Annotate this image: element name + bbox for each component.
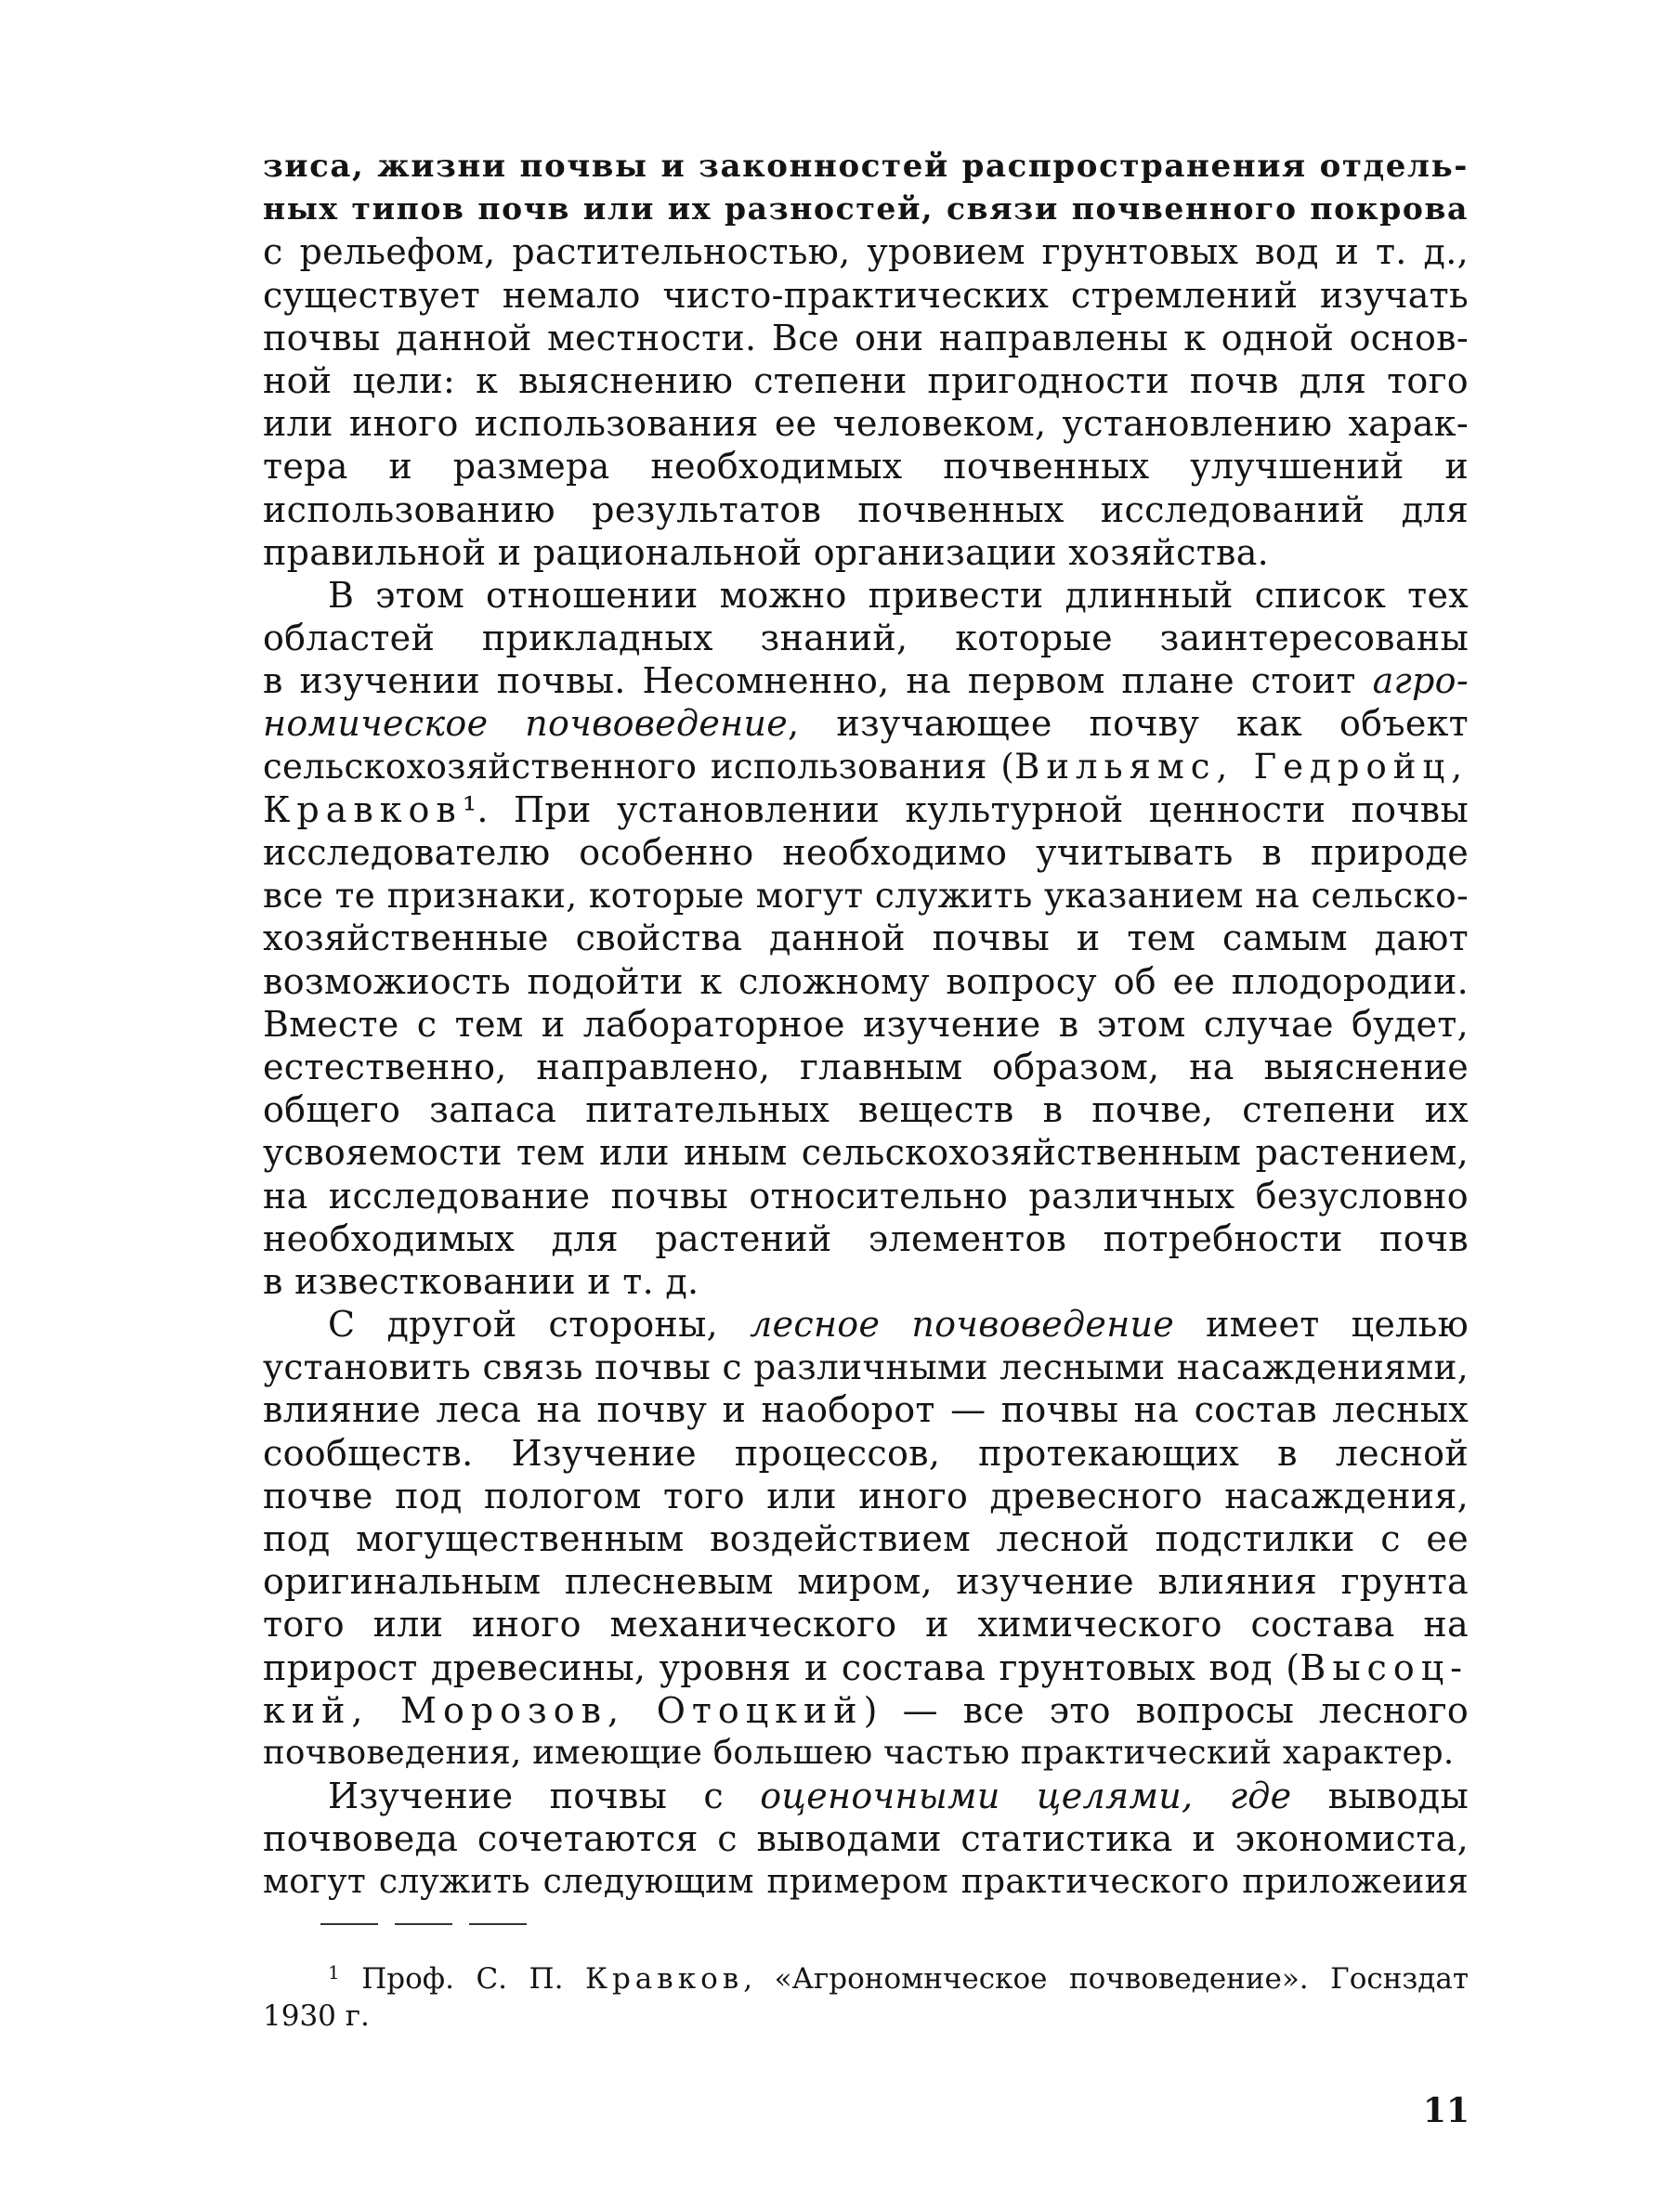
italic-term: номическое почвоведение <box>263 703 789 745</box>
text-line <box>263 1646 1469 1689</box>
author-names: кий, Морозов, Отоцкий <box>263 1689 864 1731</box>
text-line: почве под пологом того или иного древесного насаждения, <box>263 1475 1469 1516</box>
text-run: , «Агрономнческое почвоведение». Госнздат <box>743 1962 1470 1996</box>
text-line: правильной и рациональной организации хозяйства. <box>263 531 1270 573</box>
text-line: на исследование почвы относительно различных безусловно <box>263 1175 1469 1217</box>
italic-term: агро- <box>1372 660 1469 702</box>
text-line: необходимых для растений элементов потребности почв <box>263 1217 1469 1259</box>
footnote-line: 1930 г. <box>263 1999 370 2033</box>
main-text <box>263 145 1469 1904</box>
text-line <box>263 1689 1469 1732</box>
text-line: или иного использования ее человеком, установлению харак- <box>263 403 1469 445</box>
author-names: Вильямс, Гедройц, <box>1014 746 1469 787</box>
text-run: С другой стороны, <box>328 1304 751 1346</box>
separator-dash <box>469 1923 527 1925</box>
text-line: исследователю особенно необходимо учитывать в природе <box>263 832 1469 873</box>
footnote-separator <box>320 1919 543 1930</box>
author-names: Высоц- <box>1300 1646 1469 1688</box>
text-line: почвоведа сочетаются с выводами статистика и экономиста, <box>263 1818 1469 1860</box>
text-line: под могущественным воздействием лесной подстилки с ее <box>263 1518 1469 1559</box>
text-line: почвы данной местности. Все они направлены к одной основ- <box>263 317 1469 358</box>
text-line: сообществ. Изучение процессов, протекающих в лесной <box>263 1432 1469 1474</box>
text-line: возможиость подойти к сложному вопросу об ее плодородии. <box>263 960 1469 1002</box>
text-line: оригинальным плесневым миром, изучение влияния грунта <box>263 1561 1469 1603</box>
text-run: имеет целью <box>1174 1304 1469 1346</box>
text-line: общего запаса питательных веществ в почве, степени их <box>263 1089 1469 1131</box>
footnote <box>263 1954 1469 2035</box>
text-line: влияние леса на почву и наоборот — почвы на состав лесных <box>263 1389 1469 1431</box>
text-run: ¹. При установлении культурной ценности почвы <box>462 788 1469 830</box>
text-line: тера и размера необходимых почвенных улучшений и <box>263 446 1469 488</box>
page-number: 11 <box>1422 2091 1470 2130</box>
text-run: , изучающее почву как объект <box>788 703 1469 745</box>
text-line: ных типов почв или их разностей, связи почвенного покрова <box>263 190 1469 228</box>
text-line: установить связь почвы с различными лесными насаждениями, <box>263 1347 1469 1388</box>
text-line <box>263 788 1469 831</box>
separator-dash <box>395 1923 452 1925</box>
text-line: почвоведения, имеющие большею частью практический характер. <box>263 1733 1455 1772</box>
text-run: сельскохозяйственного использования ( <box>263 746 1015 787</box>
text-run: ) — все это вопросы лесного <box>863 1689 1469 1731</box>
text-line <box>263 1303 1469 1346</box>
separator-dash <box>320 1923 378 1925</box>
footnote-marker: 1 <box>328 1961 340 1984</box>
text-line: усвояемости тем или иным сельскохозяйственным растением, <box>263 1132 1469 1174</box>
text-line: ной цели: к выяснению степени пригодности почв для того <box>263 359 1469 401</box>
text-line: областей прикладных знаний, которые заинтересованы <box>263 618 1469 659</box>
text-line: все те признаки, которые могут служить указанием на сельско- <box>263 875 1469 917</box>
author-names: Кравков <box>263 788 463 830</box>
text-line: того или иного механического и химического состава на <box>263 1604 1469 1646</box>
text-line <box>263 1775 1469 1817</box>
text-run: Проф. С. П. <box>361 1962 585 1996</box>
text-run: выводы <box>1291 1776 1469 1817</box>
text-line: использованию результатов почвенных исследований для <box>263 488 1469 530</box>
text-line: существует немало чисто-практических стремлений изучать <box>263 274 1469 316</box>
italic-term: лесное почвоведение <box>750 1304 1175 1346</box>
text-line: В этом отношении можно привести длинный список тех <box>328 574 1469 616</box>
text-run: прирост древесины, уровня и состава грунтовых вод ( <box>263 1646 1300 1688</box>
footnote-line <box>263 1954 1469 1997</box>
text-line: могут служить следующим примером практического приложеиия <box>263 1862 1469 1901</box>
text-run: в изучении почвы. Несомненно, на первом плане стоит <box>263 660 1373 702</box>
italic-term: оценочными целями, где <box>760 1776 1292 1817</box>
text-run: Изучение почвы с <box>328 1776 761 1817</box>
text-line: в известковании и т. д. <box>263 1260 699 1302</box>
text-line: Вместе с тем и лабораторное изучение в этом случае будет, <box>263 1003 1469 1045</box>
text-line <box>263 659 1469 702</box>
text-line <box>263 702 1469 745</box>
text-line <box>263 746 1469 788</box>
author-names: Кравков <box>584 1962 744 1996</box>
text-line: зиса, жизни почвы и законностей распространения отдель- <box>263 148 1469 185</box>
text-line: хозяйственные свойства данной почвы и тем самым дают <box>263 917 1469 959</box>
text-line: естественно, направлено, главным образом, на выяснение <box>263 1046 1469 1087</box>
text-line: с рельефом, растительностью, уровием грунтовых вод и т. д., <box>263 231 1469 273</box>
